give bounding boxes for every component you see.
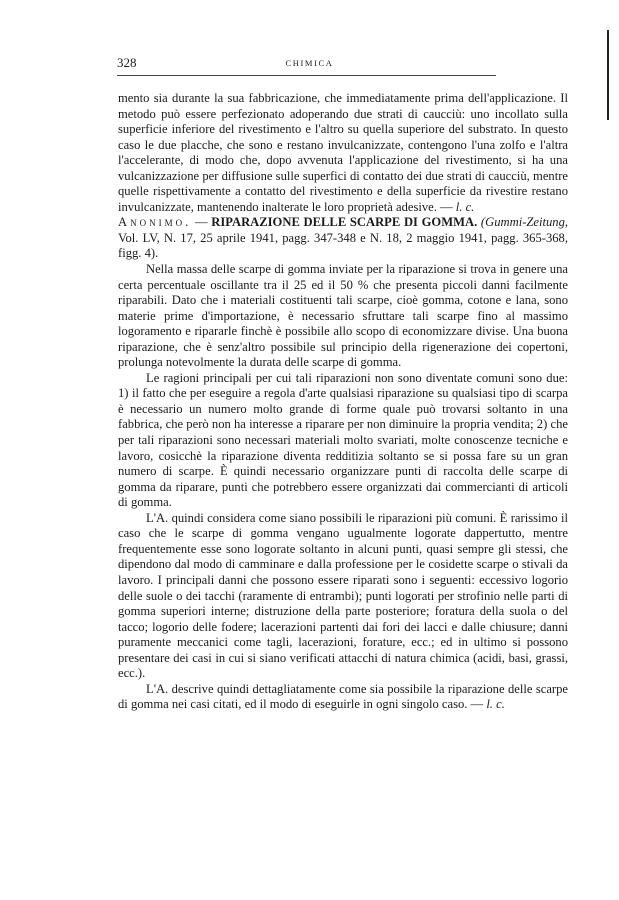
review-journal: (Gummi-Zeitung, — [480, 215, 569, 230]
running-title: CHIMICA — [285, 58, 334, 68]
paragraph: Nella massa delle scarpe di gomma inviate per la riparazione si trova in genere una certa percentuale oscillante tra il 25 ed il 50 % che presenta piccoli danni facilmente riparabili. Dato che i materiali costituenti tali scarpe, cioè gomma, cotone e lana, sono materie prime d'importazione, è necessario sfruttare tali scarpe fino al massimo logoramento e ripararle finchè è possibile allo scopo di economizzare divise. Una buona riparazione, che è senz'altro possibile sul principio della rigenerazione dei copertoni, prolunga notevolmente la durata delle scarpe di gomma. — [118, 262, 568, 370]
reviewer-initials: l. c. — [455, 199, 475, 214]
paragraph: Le ragioni principali per cui tali riparazioni non sono diventate comuni sono due: 1) il fatto che per eseguire a regola d'arte qualsiasi riparazione su qualsiasi tipo di scarpa è necessario un numero molto grande di forme quale può trovarsi soltanto in una fabbrica, che però non ha interesse a riparare per non diminuire la propria vendita; 2) che per tali riparazioni sono necessari materiali molto svariati, molte conoscenze tecniche e lavoro, cosicchè la riparazione diventa redditizia soltanto se si possa fare su un gran numero di scarpe. È quindi necessario organizzare punti di raccolta delle scarpe di gomma da riparare, punti che potrebbero essere organizzati dai commercianti di articoli di gomma. — [118, 370, 568, 510]
carryover-text: mento sia durante la sua fabbricazione, che immediatamente prima dell'applicazione. Il metodo può essere perfezionato adoperando due strati di caucciù: uno incollato sulla superficie inferiore del rivestimento e l'altro su quella superiore del substrato. In questo caso le due placche, che sono e restano invulcanizzate, contengono l'una zolfo e l'altra l'accelerante, di modo che, dopo avvenuta l'applicazione del rivestimento, si ha una vulcanizzazione per diffusione sulle superfici di contatto dei due strati di caucciù, mentre quelle rispettivamente a contatto del rivestimento e della superficie da rivestire restano invulcanizzate, mantenendo inalterate le loro proprietà adesive. — — [118, 91, 568, 214]
review-title: RIPARAZIONE DELLE SCARPE DI GOMMA. — [211, 215, 478, 230]
review-heading — [118, 215, 568, 262]
header-rule — [117, 75, 496, 76]
review-citation: Vol. LV, N. 17, 25 aprile 1941, pagg. 347-348 e N. 18, 2 maggio 1941, pagg. 365-368, figg. 4). — [118, 230, 568, 261]
body-text — [118, 91, 568, 713]
reviewer-initials: l. c. — [486, 697, 505, 712]
review-author: Anonimo. — [118, 215, 192, 230]
review-dash: — — [194, 215, 208, 230]
paragraph: L'A. quindi considera come siano possibili le riparazioni più comuni. È rarissimo il caso che le scarpe di gomma vengano ugualmente logorate dappertutto, mentre frequentemente esse sono logorate soltanto in alcuni punti, quasi sempre gli stessi, che dipendono dal modo di camminare e dalla professione per le cosidette scarpe o stivali da lavoro. I principali danni che possono essere riparati sono i seguenti: eccessivo logorio delle suole o dei tacchi (raramente di entrambi); punti logorati per strofinio nelle parti di gomma superiori interne; distruzione della parte posteriore; foratura della suola o del tacco; logorio delle fodere; lacerazioni partenti dai fori dei lacci e dalle chiusure; danni puramente meccanici come tagli, lacerazioni, forature, ecc.; ed in ultimo si possono presentare dei casi in cui si siano verificati attacchi di natura chimica (acidi, basi, grassi, ecc.). — [118, 510, 568, 681]
carryover-paragraph — [118, 91, 568, 215]
page-number: 328 — [117, 55, 137, 70]
scan-edge-line — [607, 30, 609, 120]
closing-paragraph — [118, 682, 568, 713]
closing-text: L'A. descrive quindi dettagliatamente come sia possibile la riparazione delle scarpe di gomma nei casi citati, ed il modo di eseguirle in ogni singolo caso. — — [118, 681, 568, 712]
